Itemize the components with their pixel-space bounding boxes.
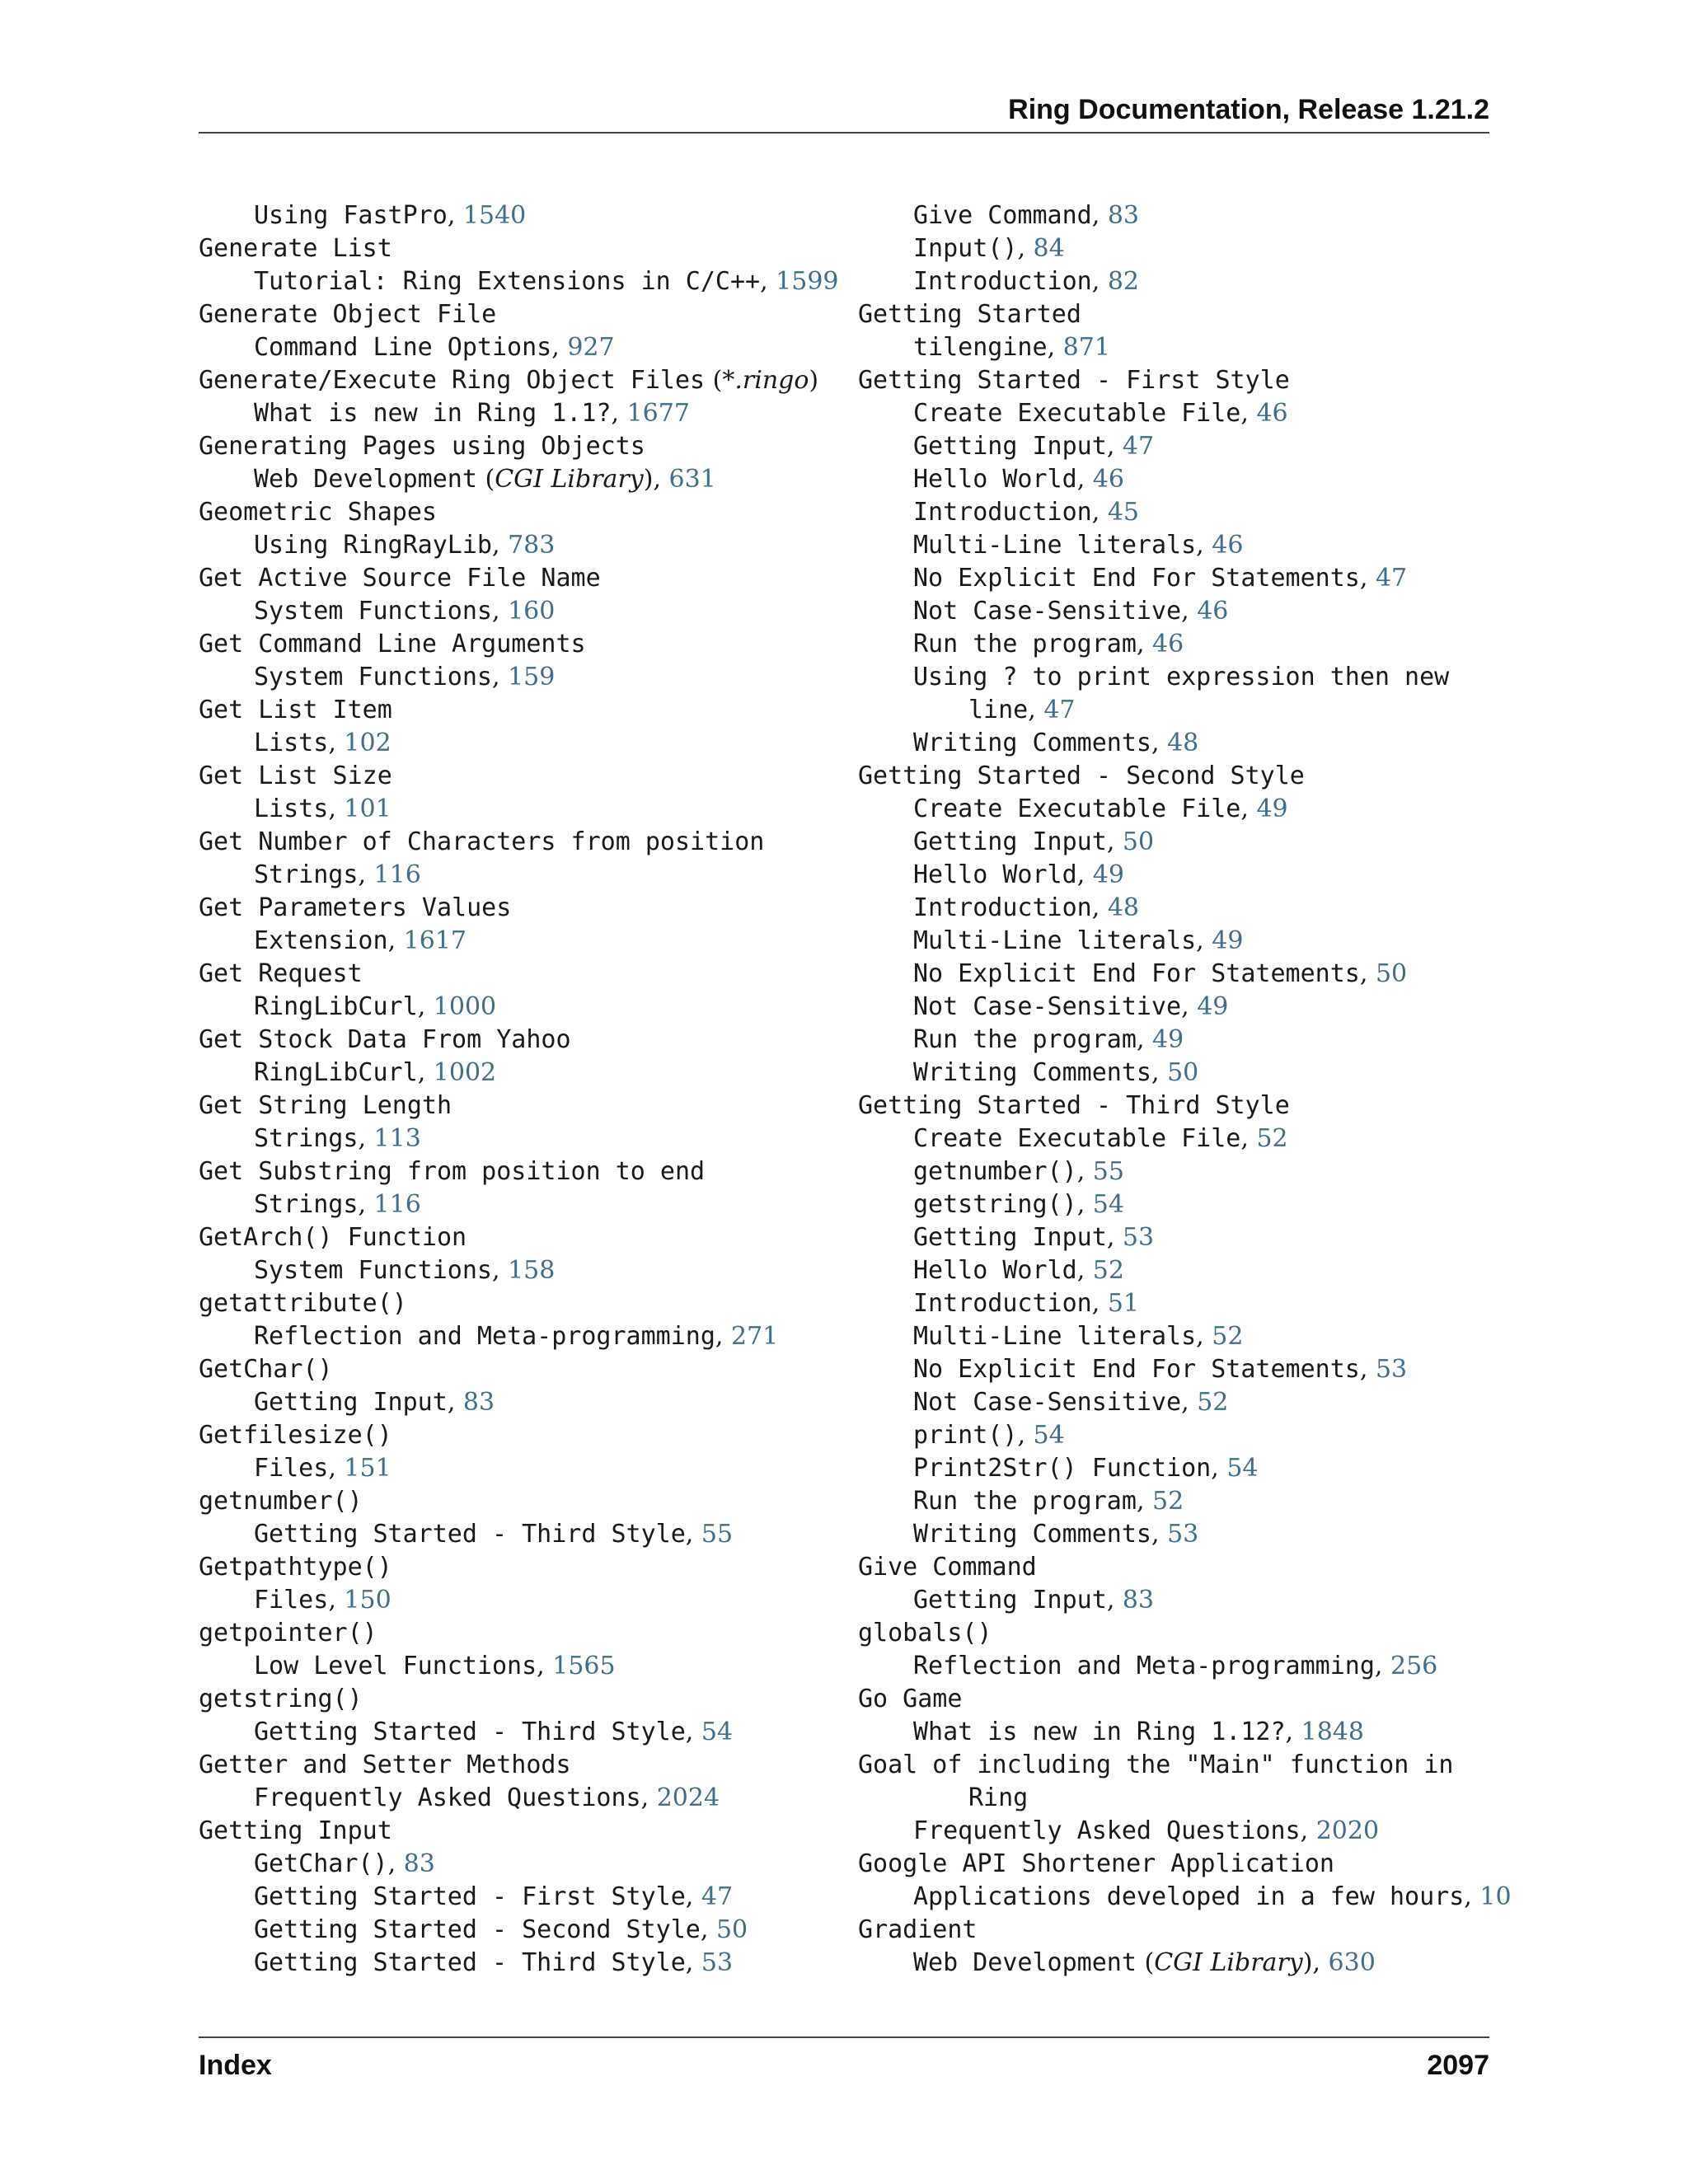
page-link[interactable]: 47 (1043, 696, 1076, 724)
index-term-label: Get List Item (199, 696, 392, 724)
index-subentry: Getting Input, 50 (913, 827, 1155, 856)
page-link[interactable]: 54 (1092, 1190, 1124, 1219)
index-term-label: GetChar() (199, 1355, 333, 1384)
index-term-label: Getting Started (858, 300, 1081, 329)
page-link[interactable]: 48 (1167, 729, 1199, 757)
page-link[interactable]: 1599 (776, 267, 839, 296)
page-link[interactable]: 871 (1062, 333, 1110, 362)
page-link[interactable]: 53 (1167, 1520, 1199, 1549)
index-term (199, 760, 850, 793)
index-subentry: No Explicit End For Statements, 47 (913, 564, 1408, 593)
index-term-label: Get Active Source File Name (199, 564, 601, 593)
index-subentry-label: Give Command (913, 201, 1092, 230)
index-term-label: Generate/Execute Ring Object Files (199, 366, 706, 395)
index-subentry-label: System Functions (254, 1256, 492, 1285)
index-subentry: Getting Input, 53 (913, 1223, 1155, 1252)
index-subentry-label: Extension (254, 926, 388, 955)
page-link[interactable]: 46 (1256, 399, 1288, 428)
page-header (199, 89, 1489, 134)
index-subentry: Multi-Line literals, 52 (913, 1322, 1244, 1351)
page-footer (199, 2036, 1489, 2088)
index-subentry-label: What is new in Ring 1.1? (254, 399, 612, 428)
index-subentry: Getting Started - First Style, 47 (254, 1882, 734, 1911)
page-link[interactable]: 45 (1107, 498, 1140, 527)
index-subentry: Lists, 102 (254, 729, 392, 757)
index-term (199, 1419, 850, 1452)
index-subentry-label: Multi-Line literals (913, 531, 1197, 560)
index-subentry-label: Getting Input (913, 827, 1107, 856)
index-term-label: Generating Pages using Objects (199, 432, 645, 461)
index-subentry-label: Files (254, 1454, 329, 1483)
index-subentry-label: System Functions (254, 597, 492, 626)
index-term-label: Give Command (858, 1553, 1037, 1582)
index-term (199, 1024, 850, 1057)
index-subentry: No Explicit End For Statements, 53 (913, 1355, 1408, 1384)
index-term-label: Get Parameters Values (199, 893, 512, 922)
index-term-label: Generate List (199, 234, 392, 263)
index-subentry-label: Tutorial: Ring Extensions in C/C++ (254, 267, 761, 296)
index-subentry-label: Create Executable File (913, 1124, 1241, 1153)
index-subentry: Getting Input, 83 (254, 1388, 495, 1417)
index-subentry: Multi-Line literals, 46 (913, 531, 1244, 560)
page-link[interactable]: 49 (1212, 926, 1244, 955)
index-term (199, 892, 850, 925)
page-link[interactable]: 2020 (1315, 1816, 1380, 1845)
index-term-label: Gradient (858, 1915, 978, 1944)
index-subentry-label: Getting Input (913, 1586, 1107, 1615)
page-link[interactable]: 82 (1107, 267, 1140, 296)
index-term (199, 298, 850, 331)
index-term (199, 1353, 850, 1386)
index-subentry: Create Executable File, 49 (913, 794, 1288, 823)
page-link[interactable]: 160 (508, 597, 556, 626)
index-subentry: Strings, 116 (254, 860, 421, 889)
index-subentry: Not Case-Sensitive, 52 (913, 1388, 1229, 1417)
page-link[interactable]: 53 (701, 1948, 734, 1977)
index-subentry-label: RingLibCurl (254, 992, 418, 1021)
index-term-label: Get List Size (199, 762, 392, 790)
index-subentry: Applications developed in a few hours, 10 (913, 1882, 1512, 1911)
index-subentry: Introduction, 48 (913, 893, 1140, 922)
index-subentry-label: Strings (254, 860, 359, 889)
index-term-label: Get Number of Characters from position (199, 827, 765, 856)
index-term (858, 1683, 1501, 1716)
page-link[interactable]: 50 (715, 1915, 748, 1944)
index-subentry: What is new in Ring 1.1?, 1677 (254, 399, 690, 428)
index-subentry-label: Multi-Line literals (913, 926, 1197, 955)
index-subentry-label: Not Case-Sensitive (913, 597, 1182, 626)
page-link[interactable]: 46 (1212, 531, 1244, 560)
index-term-label: Goal of including the "Main" function in (858, 1750, 1454, 1779)
index-subentry: Run the program, 52 (913, 1487, 1184, 1516)
index-subentry-label: Applications developed in a few hours (913, 1882, 1465, 1911)
index-term (199, 1683, 850, 1716)
page-link[interactable]: 631 (668, 465, 716, 494)
index-subentry: Introduction, 45 (913, 498, 1140, 527)
index-subentry: Getting Input, 47 (913, 432, 1155, 461)
page-link[interactable]: 53 (1375, 1355, 1408, 1384)
page-link[interactable]: 159 (508, 663, 556, 691)
index-subentry: tilengine, 871 (913, 333, 1110, 362)
page-link[interactable]: 83 (1107, 201, 1140, 230)
page-link[interactable]: 54 (1033, 1421, 1065, 1450)
index-subentry-label: Lists (254, 729, 329, 757)
index-subentry-label: Not Case-Sensitive (913, 1388, 1182, 1417)
index-subentry-label: Strings (254, 1190, 359, 1219)
page-link[interactable]: 50 (1167, 1058, 1199, 1087)
page-link[interactable]: 1565 (552, 1652, 616, 1680)
index-subentry: Introduction, 51 (913, 1289, 1140, 1318)
index-subentry-label: Getting Started - Third Style (254, 1948, 686, 1977)
index-subentry-label: Getting Input (254, 1388, 448, 1417)
index-term (199, 1551, 850, 1584)
index-subentry-label: Getting Started - First Style (254, 1882, 686, 1911)
index-subentry: Command Line Options, 927 (254, 333, 615, 362)
index-subentry-label: Introduction (913, 267, 1092, 296)
index-subentry: Strings, 113 (254, 1124, 421, 1153)
page-link[interactable]: 83 (403, 1849, 435, 1878)
index-subentry: Getting Started - Third Style, 55 (254, 1520, 734, 1549)
index-term (199, 1221, 850, 1254)
index-subentry-label: Print2Str() Function (913, 1454, 1212, 1483)
page-link[interactable]: 52 (1092, 1256, 1124, 1285)
index-note: CGI Library (1154, 1948, 1303, 1977)
index-term (858, 298, 1501, 331)
index-subentry: Files, 151 (254, 1454, 392, 1483)
page-link[interactable]: 50 (1122, 827, 1155, 856)
index-subentry: Frequently Asked Questions, 2024 (254, 1783, 720, 1812)
index-subentry-label: Using RingRayLib (254, 531, 492, 560)
index-subentry: Lists, 101 (254, 794, 392, 823)
index-subentry: GetChar(), 83 (254, 1849, 435, 1878)
page-link[interactable]: 1002 (433, 1058, 497, 1087)
index-subentry: Writing Comments, 50 (913, 1058, 1199, 1087)
index-column-right (858, 199, 1512, 1980)
index-subentry: Multi-Line literals, 49 (913, 926, 1244, 955)
index-subentry-label: Not Case-Sensitive (913, 992, 1182, 1021)
index-subentry-label: Strings (254, 1124, 359, 1153)
index-term-label: Getting Started - Second Style (858, 762, 1305, 790)
page-link[interactable]: 52 (1256, 1124, 1288, 1153)
index-subentry-label: Using FastPro (254, 201, 448, 230)
page-link[interactable]: 83 (462, 1388, 495, 1417)
index-term (858, 1749, 1501, 1815)
index-term-label: Getting Started - Third Style (858, 1091, 1290, 1120)
page-link[interactable]: 101 (344, 794, 392, 823)
page-link[interactable]: 83 (1122, 1586, 1155, 1615)
index-subentry-label: Writing Comments (913, 1058, 1151, 1087)
page-link[interactable]: 2024 (656, 1783, 720, 1812)
index-subentry-label: Files (254, 1586, 329, 1615)
index-term (858, 1090, 1501, 1122)
index-subentry-label: Hello World (913, 860, 1077, 889)
page-link[interactable]: 783 (508, 531, 556, 560)
index-subentry-label: Command Line Options (254, 333, 552, 362)
index-subentry: Reflection and Meta-programming, 271 (254, 1322, 779, 1351)
index-subentry-label: Getting Started - Third Style (254, 1718, 686, 1746)
index-subentry-label: Introduction (913, 1289, 1092, 1318)
index-term-label: getpointer() (199, 1619, 377, 1647)
page-link[interactable]: 1677 (626, 399, 690, 428)
index-subentry-label: Getting Started - Second Style (254, 1915, 701, 1944)
index-note: *.ringo (722, 366, 809, 395)
page-link[interactable]: 1000 (433, 992, 497, 1021)
page-link[interactable]: 53 (1122, 1223, 1155, 1252)
page-link[interactable]: 49 (1256, 794, 1288, 823)
index-subentry: RingLibCurl, 1000 (254, 992, 497, 1021)
index-subentry-label: Reflection and Meta-programming (913, 1652, 1375, 1680)
index-term-label: Getter and Setter Methods (199, 1750, 571, 1779)
index-subentry-label: Reflection and Meta-programming (254, 1322, 715, 1351)
index-subentry: What is new in Ring 1.12?, 1848 (913, 1718, 1364, 1746)
index-subentry-label: Lists (254, 794, 329, 823)
index-subentry: Web Development (CGI Library), 630 (913, 1948, 1376, 1977)
index-term-label: getstring() (199, 1685, 363, 1713)
index-subentry-label: tilengine (913, 333, 1048, 362)
footer-section-label: Index (199, 2050, 272, 2081)
index-term (199, 430, 850, 463)
index-subentry-label: Run the program (913, 1487, 1137, 1516)
index-term (858, 1914, 1501, 1947)
index-subentry-label: Hello World (913, 465, 1077, 494)
index-term-label: globals() (858, 1619, 992, 1647)
index-subentry-label: No Explicit End For Statements (913, 1355, 1360, 1384)
index-subentry-label: print() (913, 1421, 1018, 1450)
index-subentry-label: System Functions (254, 663, 492, 691)
page-link[interactable]: 113 (373, 1124, 421, 1153)
index-subentry-label: Low Level Functions (254, 1652, 537, 1680)
index-term (199, 562, 850, 595)
index-term: Generate/Execute Ring Object Files (*.ringo) (199, 366, 819, 395)
index-term (199, 958, 850, 991)
page-link[interactable]: 256 (1390, 1652, 1438, 1680)
page-link[interactable]: 271 (731, 1322, 779, 1351)
index-subentry-label: Getting Started - Third Style (254, 1520, 686, 1549)
index-term (199, 232, 850, 265)
index-subentry-label: Frequently Asked Questions (254, 1783, 641, 1812)
index-subentry: System Functions, 158 (254, 1256, 556, 1285)
page-link[interactable]: 49 (1197, 992, 1229, 1021)
index-subentry-label: What is new in Ring 1.12? (913, 1718, 1286, 1746)
document-title: Ring Documentation, Release 1.21.2 (1008, 94, 1489, 125)
index-subentry-label: Input() (913, 234, 1018, 263)
index-term (199, 1485, 850, 1518)
index-subentry: Introduction, 82 (913, 267, 1140, 296)
index-subentry-label: Getting Input (913, 1223, 1107, 1252)
page-link[interactable]: 1540 (462, 201, 527, 230)
index-subentry: Writing Comments, 48 (913, 729, 1199, 757)
index-term-label: Go Game (858, 1685, 963, 1713)
index-subentry: Input(), 84 (913, 234, 1065, 263)
index-subentry: Run the program, 46 (913, 630, 1184, 658)
index-column-left (199, 199, 850, 1980)
index-subentry-label: Using ? to print expression then new (913, 663, 1450, 691)
index-subentry: Using FastPro, 1540 (254, 201, 527, 230)
page-link[interactable]: 52 (1152, 1487, 1184, 1516)
page-link[interactable]: 47 (701, 1882, 734, 1911)
page-link[interactable]: 158 (508, 1256, 556, 1285)
index-term (199, 826, 850, 859)
index-subentry: Getting Started - Second Style, 50 (254, 1915, 748, 1944)
index-subentry: Reflection and Meta-programming, 256 (913, 1652, 1438, 1680)
index-subentry-label: Getting Input (913, 432, 1107, 461)
index-subentry-label: Create Executable File (913, 399, 1241, 428)
page-link[interactable]: 55 (1092, 1157, 1124, 1186)
index-subentry-label: Writing Comments (913, 1520, 1151, 1549)
index-subentry: RingLibCurl, 1002 (254, 1058, 497, 1087)
index-term (199, 1815, 850, 1848)
index-term (199, 628, 850, 661)
page-link[interactable]: 630 (1328, 1948, 1376, 1977)
page-link[interactable]: 46 (1197, 597, 1229, 626)
index-subentry: Not Case-Sensitive, 49 (913, 992, 1229, 1021)
index-subentry-label: Introduction (913, 893, 1092, 922)
index-subentry: Print2Str() Function, 54 (913, 1454, 1259, 1483)
page-link[interactable]: 116 (373, 860, 421, 889)
index-subentry: Hello World, 49 (913, 860, 1124, 889)
index-subentry: getnumber(), 55 (913, 1157, 1124, 1186)
page-link[interactable]: 102 (344, 729, 392, 757)
index-subentry-label: Hello World (913, 1256, 1077, 1285)
index-subentry-label: Writing Comments (913, 729, 1151, 757)
index-subentry-label: Run the program (913, 1025, 1137, 1054)
index-term-label: getattribute() (199, 1289, 407, 1318)
index-subentry: Not Case-Sensitive, 46 (913, 597, 1229, 626)
index-subentry: No Explicit End For Statements, 50 (913, 959, 1408, 988)
page-link[interactable]: 52 (1212, 1322, 1244, 1351)
page-link[interactable]: 51 (1107, 1289, 1140, 1318)
index-subentry-label: Web Development (254, 465, 477, 494)
index-subentry-label: Create Executable File (913, 794, 1241, 823)
page-link[interactable]: 84 (1033, 234, 1065, 263)
page-link[interactable]: 46 (1152, 630, 1184, 658)
index-subentry: Writing Comments, 53 (913, 1520, 1199, 1549)
index-subentry: Getting Started - Third Style, 53 (254, 1948, 734, 1977)
index-term (858, 1551, 1501, 1584)
page-link[interactable]: 47 (1375, 564, 1408, 593)
index-term-label: GetArch() Function (199, 1223, 467, 1252)
page-link[interactable]: 49 (1092, 860, 1124, 889)
index-subentry: System Functions, 159 (254, 663, 556, 691)
page-link[interactable]: 116 (373, 1190, 421, 1219)
index-continuation: Ring (968, 1783, 1029, 1812)
index-subentry: Getting Input, 83 (913, 1586, 1155, 1615)
index-subentry-label: Multi-Line literals (913, 1322, 1197, 1351)
page-link[interactable]: 47 (1122, 432, 1155, 461)
index-subentry: Strings, 116 (254, 1190, 421, 1219)
index-subentry: Create Executable File, 52 (913, 1124, 1288, 1153)
index-subentry-label: RingLibCurl (254, 1058, 418, 1087)
page-link[interactable]: 1617 (403, 926, 467, 955)
page-link[interactable]: 150 (344, 1586, 392, 1615)
index-term-label: Get Substring from position to end (199, 1157, 706, 1186)
index-subentry: Run the program, 49 (913, 1025, 1184, 1054)
page-link[interactable]: 1848 (1301, 1718, 1364, 1746)
index-subentry: Getting Started - Third Style, 54 (254, 1718, 734, 1746)
index-subentry: System Functions, 160 (254, 597, 556, 626)
index-term (858, 1617, 1501, 1650)
index-subentry: Hello World, 46 (913, 465, 1124, 494)
index-subentry: Files, 150 (254, 1586, 392, 1615)
index-term (858, 1848, 1501, 1881)
page-number: 2097 (1427, 2050, 1489, 2081)
index-term (199, 1617, 850, 1650)
index-subentry: Frequently Asked Questions, 2020 (913, 1816, 1380, 1845)
index-term-label: Geometric Shapes (199, 498, 437, 527)
index-subentry-label: Introduction (913, 498, 1092, 527)
index-note: CGI Library (495, 465, 644, 494)
index-term-label: Google API Shortener Application (858, 1849, 1334, 1878)
index-term (858, 364, 1501, 397)
index-subentry: print(), 54 (913, 1421, 1065, 1450)
index-subentry: Web Development (CGI Library), 631 (254, 465, 716, 494)
index-subentry: Give Command, 83 (913, 201, 1140, 230)
page-link[interactable]: 46 (1092, 465, 1124, 494)
index-term (199, 1749, 850, 1782)
index-subentry: Hello World, 52 (913, 1256, 1124, 1285)
index-term (858, 760, 1501, 793)
index-term (199, 1287, 850, 1320)
index-term-label: Get Request (199, 959, 363, 988)
page-link[interactable]: 50 (1375, 959, 1408, 988)
page-link[interactable]: 151 (344, 1454, 392, 1483)
index-term-label: Get Stock Data From Yahoo (199, 1025, 571, 1054)
page-link[interactable]: 54 (1226, 1454, 1259, 1483)
index-subentry: Tutorial: Ring Extensions in C/C++, 1599 (254, 267, 839, 296)
page-link[interactable]: 48 (1107, 893, 1140, 922)
index-subentry: Low Level Functions, 1565 (254, 1652, 616, 1680)
index-subentry: Extension, 1617 (254, 926, 467, 955)
index-term-label: getnumber() (199, 1487, 363, 1516)
index-subentry: Using ? to print expression then new line, 47 (913, 663, 1450, 724)
page-link[interactable]: 927 (567, 333, 615, 362)
index-subentry-label: No Explicit End For Statements (913, 564, 1360, 593)
index-term-label: Getpathtype() (199, 1553, 392, 1582)
index-subentry-label: Run the program (913, 630, 1137, 658)
index-term (199, 1155, 850, 1188)
page-link[interactable]: 55 (701, 1520, 734, 1549)
index-term (199, 1090, 850, 1122)
index-term (199, 496, 850, 529)
index-subentry-label: No Explicit End For Statements (913, 959, 1360, 988)
index-term-label: Generate Object File (199, 300, 497, 329)
index-subentry-label: getnumber() (913, 1157, 1077, 1186)
page-link[interactable]: 49 (1152, 1025, 1184, 1054)
page-link[interactable]: 52 (1197, 1388, 1229, 1417)
index-term-label: Getting Input (199, 1816, 392, 1845)
index-term-label: Get Command Line Arguments (199, 630, 586, 658)
index-term-label: Get String Length (199, 1091, 452, 1120)
index-term (199, 694, 850, 727)
index-subentry: Create Executable File, 46 (913, 399, 1288, 428)
index-subentry: Using RingRayLib, 783 (254, 531, 556, 560)
index-term-label: Getfilesize() (199, 1421, 392, 1450)
index-term-label: Getting Started - First Style (858, 366, 1290, 395)
page-link[interactable]: 54 (701, 1718, 734, 1746)
index-continuation: line (968, 696, 1029, 724)
index-subentry-label: Web Development (913, 1948, 1137, 1977)
index-subentry-label: Frequently Asked Questions (913, 1816, 1301, 1845)
index-subentry-label: GetChar() (254, 1849, 388, 1878)
page-link[interactable]: 10 (1479, 1882, 1512, 1911)
index-subentry-label: getstring() (913, 1190, 1077, 1219)
index-subentry: getstring(), 54 (913, 1190, 1124, 1219)
